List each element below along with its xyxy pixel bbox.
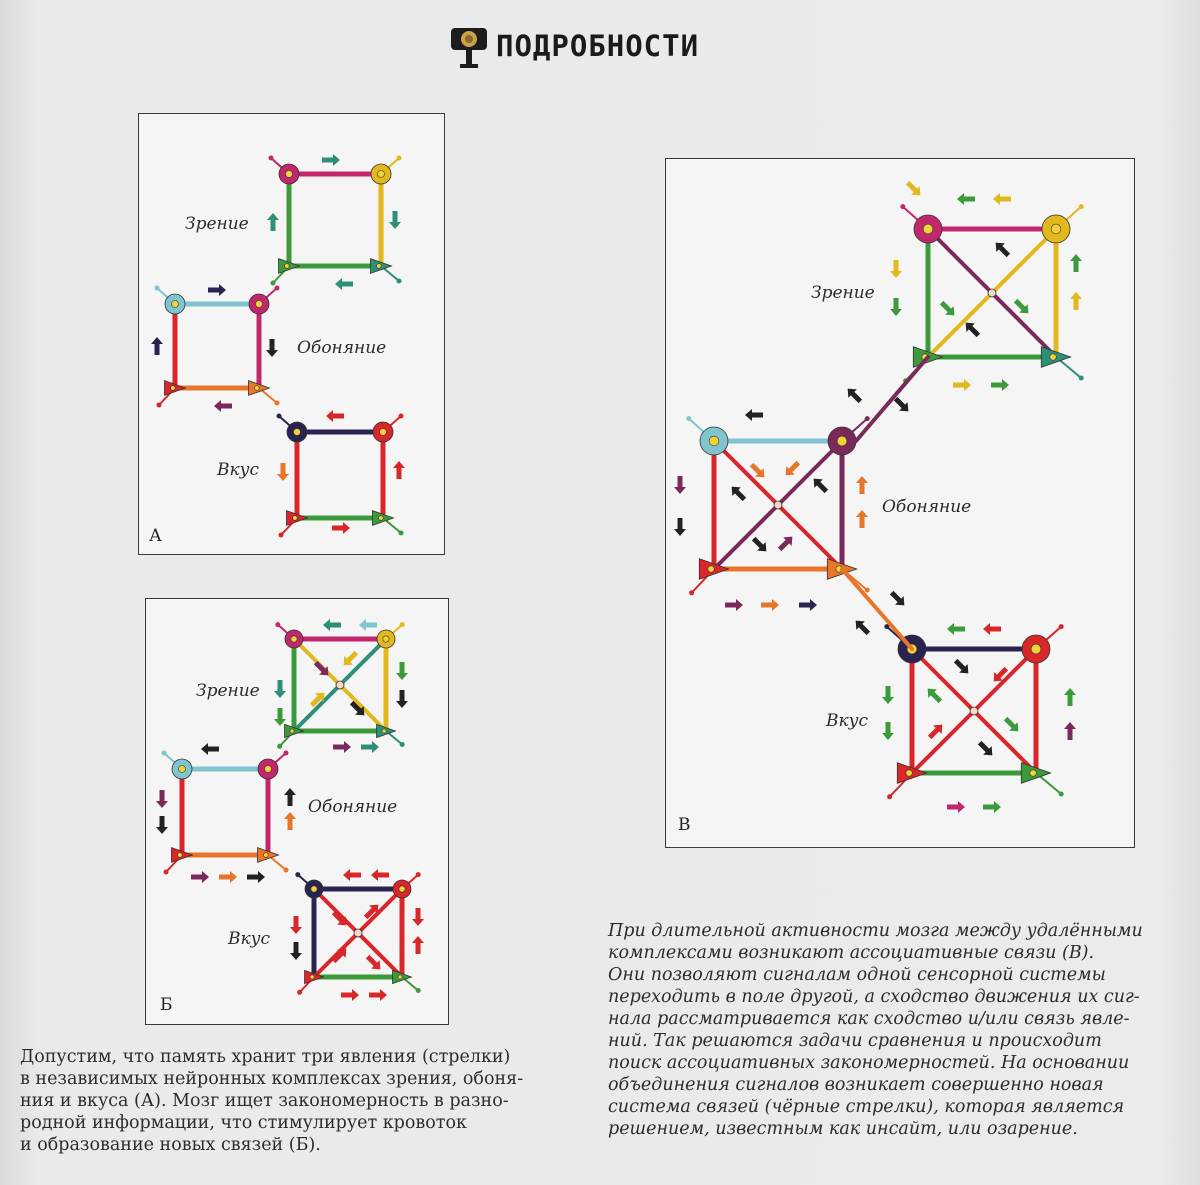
signal-arrow [727, 482, 748, 503]
signal-arrow [937, 298, 958, 319]
signal-arrow-shape [887, 588, 908, 609]
dendrite-tip [400, 622, 405, 627]
section-header [448, 20, 699, 72]
neuron-nucleus [379, 516, 384, 521]
signal-arrow-shape [674, 518, 686, 536]
signal-arrow [201, 743, 219, 755]
signal-arrow-shape [151, 337, 163, 355]
neuron-nucleus [265, 766, 272, 773]
dendrite-tip [155, 286, 160, 291]
signal-arrow [745, 409, 763, 421]
signal-arrow [284, 788, 296, 806]
signal-arrow [725, 599, 743, 611]
signal-arrow-shape [925, 720, 946, 741]
neuron-nucleus [171, 386, 176, 391]
caption-line: При длительной активности мозга между удалёнными [608, 921, 1143, 941]
signal-arrow [1064, 688, 1076, 706]
signal-arrow-shape [903, 178, 924, 199]
signal-arrow [284, 812, 296, 830]
signal-arrow-shape [674, 476, 686, 494]
dendrite-tip [416, 872, 421, 877]
neuron-nucleus [399, 886, 405, 892]
signal-arrow-shape [329, 908, 350, 929]
signal-arrow [882, 722, 894, 740]
signal-arrow-shape [332, 522, 350, 534]
signal-arrow [333, 741, 351, 753]
signal-arrow [947, 623, 965, 635]
dendrite-tip [686, 416, 691, 421]
signal-arrow-shape [412, 908, 424, 926]
signal-arrow [156, 790, 168, 808]
neuron-nucleus [709, 436, 719, 446]
neuron-nucleus [708, 566, 714, 572]
signal-arrow-shape [947, 801, 965, 813]
neuron-nucleus [286, 171, 293, 178]
neuron-nucleus [285, 264, 290, 269]
signal-arrow [957, 193, 975, 205]
signal-arrow-shape [333, 741, 351, 753]
dendrite-tip [271, 281, 276, 286]
signal-arrow-shape [266, 339, 278, 357]
signal-arrow-shape [191, 871, 209, 883]
signal-arrow [856, 510, 868, 528]
dendrite-tip [284, 751, 289, 756]
signal-arrow-shape [1001, 714, 1022, 735]
signal-arrow [290, 942, 302, 960]
caption-right [608, 920, 1178, 1140]
crossing-node [774, 501, 782, 509]
signal-arrow-shape [219, 871, 237, 883]
magnifier-book-icon [448, 20, 490, 72]
connection-line [856, 357, 928, 441]
caption-line: система связей (чёрные стрелки), которая является [608, 1097, 1125, 1117]
caption-line: решением, известным как инсайт, или озарение. [608, 1119, 1078, 1139]
signal-arrow [843, 384, 864, 405]
signal-arrow-shape [957, 193, 975, 205]
signal-arrow-shape [284, 812, 296, 830]
signal-arrow-shape [274, 680, 286, 698]
signal-arrow [983, 801, 1001, 813]
signal-arrow-shape [277, 463, 289, 481]
signal-arrow [761, 599, 779, 611]
dendrite-tip [1059, 624, 1064, 629]
panel-c [665, 158, 1135, 848]
signal-arrow [359, 619, 377, 631]
caption-line: нала рассматривается как сходство и/или связь явле- [608, 1009, 1130, 1029]
signal-arrow [214, 400, 232, 412]
signal-arrow [361, 741, 379, 753]
caption-line: ния и вкуса (А). Мозг ищет закономерность в разно- [20, 1091, 509, 1111]
signal-arrow [809, 474, 830, 495]
panel-letter: Б [160, 995, 173, 1015]
signal-arrow [341, 989, 359, 1001]
signal-arrow [266, 339, 278, 357]
dendrite-tip [277, 744, 282, 749]
neuron-nucleus [923, 224, 933, 234]
dendrite-tip [275, 401, 280, 406]
crossing-node [336, 681, 344, 689]
caption-line: в независимых нейронных комплексах зрения, обоня- [20, 1069, 524, 1089]
signal-arrow-shape [947, 623, 965, 635]
signal-arrow-shape [290, 916, 302, 934]
signal-arrow-shape [396, 690, 408, 708]
signal-arrow [396, 690, 408, 708]
dendrite-tip [397, 156, 402, 161]
neuron-nucleus [380, 429, 387, 436]
signal-arrow-shape [335, 278, 353, 290]
panel-a [138, 113, 445, 555]
signal-arrow-shape [371, 869, 389, 881]
neuron-nucleus [294, 429, 301, 436]
signal-arrow-shape [247, 871, 265, 883]
signal-arrow [191, 871, 209, 883]
neuron-nucleus [264, 853, 269, 858]
signal-arrow [674, 518, 686, 536]
neuron-nucleus [906, 770, 912, 776]
signal-arrow-shape [983, 801, 1001, 813]
signal-arrow [1064, 722, 1076, 740]
signal-arrow [1001, 714, 1022, 735]
signal-arrow-shape [322, 154, 340, 166]
signal-arrow [326, 410, 344, 422]
signal-arrow [322, 154, 340, 166]
signal-arrow-shape [396, 662, 408, 680]
signal-arrow [1070, 254, 1082, 272]
signal-arrow [369, 989, 387, 1001]
label-vision: Зрение [196, 681, 260, 701]
signal-arrow [412, 908, 424, 926]
signal-arrow [993, 193, 1011, 205]
caption-line: родной информации, что стимулирует кровоток [20, 1113, 467, 1133]
crossing-node [970, 707, 978, 715]
neuron-nucleus [383, 636, 389, 642]
signal-arrow-shape [975, 738, 996, 759]
signal-arrow-shape [361, 741, 379, 753]
signal-arrow-shape [856, 476, 868, 494]
signal-arrow [951, 656, 972, 677]
signal-arrow [975, 738, 996, 759]
caption-line: переходить в поле другой, а сходство движения их сиг- [608, 987, 1140, 1007]
dendrite-tip [887, 794, 892, 799]
signal-arrow-shape [856, 510, 868, 528]
dendrite-tip [689, 590, 694, 595]
label-smell: Обоняние [882, 497, 972, 517]
signal-arrow [329, 944, 350, 965]
signal-arrow [903, 178, 924, 199]
neuron-nucleus [1031, 644, 1041, 654]
signal-arrow-shape [991, 379, 1009, 391]
neuron-nucleus [311, 886, 317, 892]
signal-arrow-shape [323, 619, 341, 631]
signal-arrow [925, 720, 946, 741]
signal-arrow-shape [890, 260, 902, 278]
signal-arrow-shape [882, 686, 894, 704]
signal-arrow-shape [781, 458, 802, 479]
dendrite-tip [284, 868, 289, 873]
signal-arrow [412, 936, 424, 954]
signal-arrow [674, 476, 686, 494]
signal-arrow [983, 623, 1001, 635]
signal-arrow [851, 616, 872, 637]
signal-arrow-shape [727, 482, 748, 503]
neuron-nucleus [255, 386, 260, 391]
dendrite-tip [157, 403, 162, 408]
signal-arrow [323, 619, 341, 631]
neuron-nucleus [378, 171, 385, 178]
signal-arrow [335, 278, 353, 290]
signal-arrow [329, 908, 350, 929]
panel-b [145, 598, 449, 1025]
caption-left [20, 1046, 580, 1156]
signal-arrow-shape [389, 211, 401, 229]
neuron-nucleus [290, 729, 294, 733]
signal-arrow-shape [369, 989, 387, 1001]
dendrite-tip [164, 870, 169, 875]
signal-arrow-shape [274, 708, 286, 726]
signal-arrow [882, 686, 894, 704]
caption-line: объединения сигналов возникает совершенно новая [608, 1075, 1104, 1095]
label-smell: Обоняние [297, 338, 387, 358]
panel-letter: А [149, 526, 162, 546]
signal-arrow-shape [851, 616, 872, 637]
signal-arrow [749, 534, 770, 555]
signal-arrow-shape [991, 238, 1012, 259]
dendrite-tip [1079, 376, 1084, 381]
signal-arrow [991, 379, 1009, 391]
dendrite-tip [399, 531, 404, 536]
signal-arrow [332, 522, 350, 534]
connection-line [842, 569, 912, 649]
signal-arrow-shape [745, 409, 763, 421]
signal-arrow [371, 869, 389, 881]
signal-arrow-shape [412, 936, 424, 954]
signal-arrow-shape [1064, 722, 1076, 740]
neuron-nucleus [382, 729, 386, 733]
label-taste: Вкус [228, 929, 271, 949]
signal-arrow [890, 298, 902, 316]
dendrite-tip [1059, 792, 1064, 797]
neuron-nucleus [178, 853, 183, 858]
signal-arrow [343, 869, 361, 881]
panel-letter: В [678, 815, 691, 835]
signal-arrow-shape [761, 599, 779, 611]
signal-arrow-shape [882, 722, 894, 740]
signal-arrow-shape [343, 869, 361, 881]
signal-arrow-shape [775, 532, 796, 553]
signal-arrow-shape [953, 379, 971, 391]
dendrite-tip [295, 872, 300, 877]
neuron-nucleus [1051, 224, 1061, 234]
signal-arrow-shape [214, 400, 232, 412]
signal-arrow-shape [156, 790, 168, 808]
dendrite-tip [416, 988, 421, 993]
neuron-nucleus [1030, 770, 1036, 776]
signal-arrow-shape [983, 623, 1001, 635]
signal-arrow [393, 461, 405, 479]
dendrite-tip [279, 533, 284, 538]
signal-arrow [953, 379, 971, 391]
signal-arrow [219, 871, 237, 883]
signal-arrow-shape [937, 298, 958, 319]
label-vision: Зрение [185, 214, 249, 234]
signal-arrow [267, 213, 279, 231]
dendrite-tip [1079, 204, 1084, 209]
dendrite-tip [865, 416, 870, 421]
neuron-nucleus [310, 975, 314, 979]
label-taste: Вкус [217, 460, 260, 480]
neuron-nucleus [398, 975, 402, 979]
crossing-node [988, 289, 996, 297]
panel-a-diagram [139, 114, 444, 554]
signal-arrow [856, 476, 868, 494]
signal-arrow-shape [208, 284, 226, 296]
dendrite-tip [297, 990, 302, 995]
signal-arrow-shape [329, 944, 350, 965]
caption-line: комплексами возникают ассоциативные связи (В). [608, 943, 1095, 963]
signal-arrow-shape [725, 599, 743, 611]
signal-arrow-shape [359, 619, 377, 631]
signal-arrow [290, 916, 302, 934]
signal-arrow [923, 684, 944, 705]
signal-arrow [890, 260, 902, 278]
signal-arrow-shape [290, 942, 302, 960]
signal-arrow-shape [951, 656, 972, 677]
signal-arrow-shape [284, 788, 296, 806]
signal-arrow [277, 463, 289, 481]
signal-arrow-shape [1070, 292, 1082, 310]
panel-b-diagram [146, 599, 448, 1024]
dendrite-tip [277, 414, 282, 419]
crossing-node [354, 929, 362, 937]
signal-arrow-shape [993, 193, 1011, 205]
signal-arrow-shape [393, 461, 405, 479]
neuron-nucleus [179, 766, 186, 773]
neuron-nucleus [1050, 354, 1056, 360]
signal-arrow [799, 599, 817, 611]
neuron-nucleus [377, 264, 382, 269]
neuron-nucleus [256, 301, 263, 308]
signal-arrow [389, 211, 401, 229]
signal-arrow [1070, 292, 1082, 310]
dendrite-tip [269, 156, 274, 161]
signal-arrow-shape [799, 599, 817, 611]
dendrite-tip [900, 204, 905, 209]
label-vision: Зрение [811, 283, 875, 303]
signal-arrow [775, 532, 796, 553]
dendrite-tip [865, 588, 870, 593]
signal-arrow [991, 238, 1012, 259]
signal-arrow-shape [201, 743, 219, 755]
label-smell: Обоняние [308, 797, 398, 817]
signal-arrow-shape [1064, 688, 1076, 706]
dendrite-tip [397, 279, 402, 284]
caption-line: Они позволяют сигналам одной сенсорной системы [608, 965, 1106, 985]
signal-arrow-shape [749, 534, 770, 555]
signal-arrow-shape [267, 213, 279, 231]
signal-arrow [947, 801, 965, 813]
caption-line: Допустим, что память хранит три явления (стрелки) [20, 1047, 511, 1067]
signal-arrow [274, 680, 286, 698]
neuron-nucleus [172, 301, 179, 308]
neuron-nucleus [291, 636, 297, 642]
caption-line: ний. Так решаются задачи сравнения и происходит [608, 1031, 1102, 1051]
signal-arrow [396, 662, 408, 680]
signal-arrow-shape [156, 816, 168, 834]
dendrite-tip [162, 751, 167, 756]
signal-arrow-shape [843, 384, 864, 405]
signal-arrow [887, 588, 908, 609]
signal-arrow-shape [809, 474, 830, 495]
dendrite-tip [275, 286, 280, 291]
signal-arrow-shape [326, 410, 344, 422]
section-title: ПОДРОБНОСТИ [496, 29, 700, 63]
caption-line: и образование новых связей (Б). [20, 1135, 321, 1155]
dendrite-tip [400, 742, 405, 747]
dendrite-tip [399, 414, 404, 419]
signal-arrow-shape [1070, 254, 1082, 272]
signal-arrow [156, 816, 168, 834]
signal-arrow-shape [890, 298, 902, 316]
signal-arrow [781, 458, 802, 479]
signal-arrow [151, 337, 163, 355]
signal-arrow-shape [923, 684, 944, 705]
caption-line: поиск ассоциативных закономерностей. На основании [608, 1053, 1130, 1073]
signal-arrow-shape [341, 989, 359, 1001]
signal-arrow [247, 871, 265, 883]
dendrite-tip [275, 622, 280, 627]
label-taste: Вкус [826, 711, 869, 731]
signal-arrow [208, 284, 226, 296]
signal-arrow [274, 708, 286, 726]
neuron-nucleus [837, 436, 847, 446]
neuron-nucleus [293, 516, 298, 521]
